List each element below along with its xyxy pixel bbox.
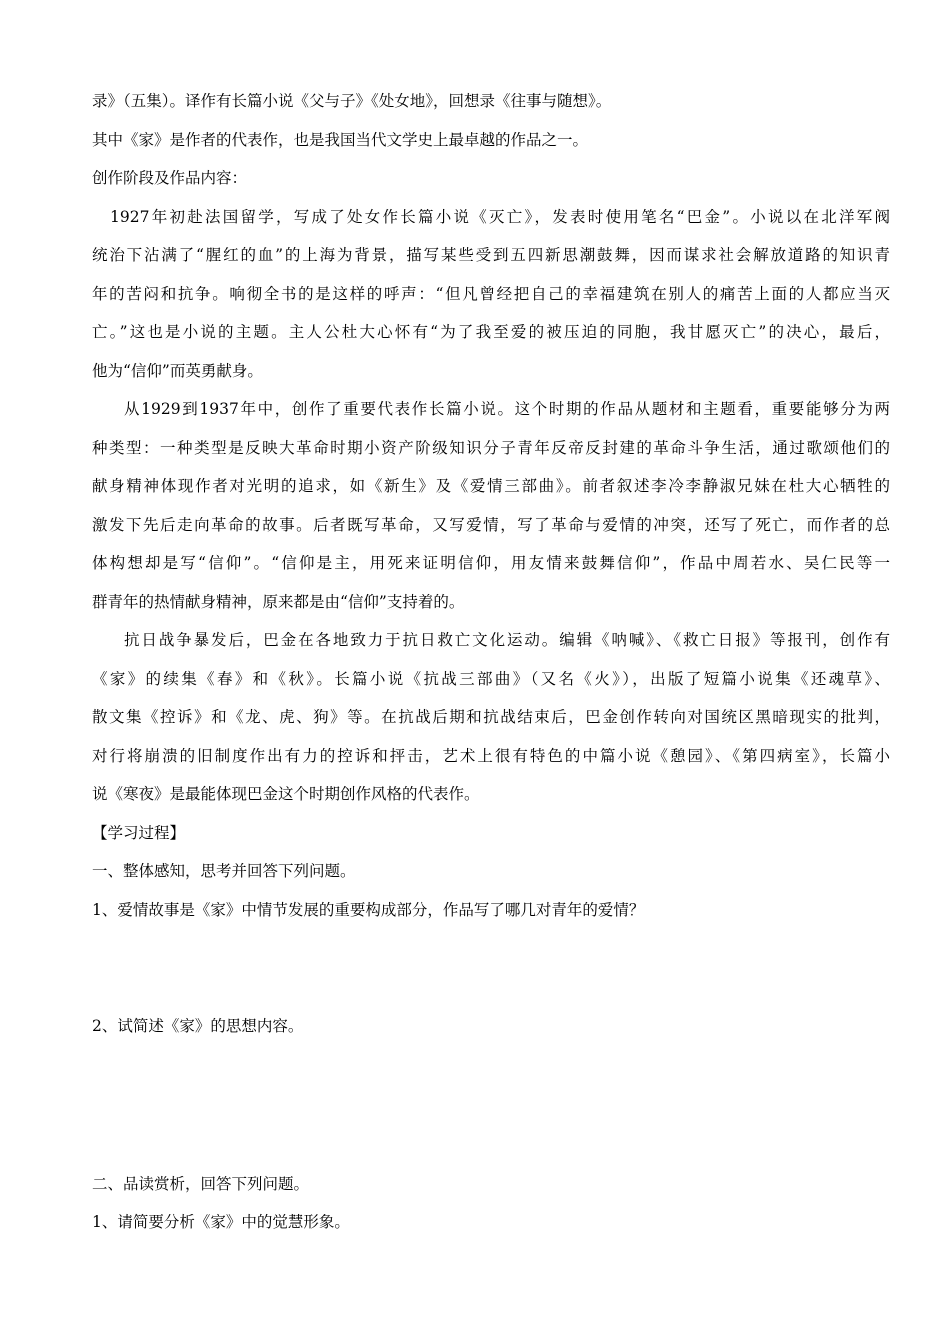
paragraph-line: 抗日战争暴发后，巴金在各地致力于抗日救亡文化运动。编辑《呐喊》、《救亡日报》等报刊，创作有	[124, 631, 890, 649]
paragraph-line: 激发下先后走向革命的故事。后者既写革命，又写爱情，写了革命与爱情的冲突，还写了死亡，而作者的总	[92, 516, 890, 534]
paragraph-line: 散文集《控诉》和《龙、虎、狗》等。在抗战后期和抗战结束后，巴金创作转向对国统区黑暗现实的批判，	[92, 708, 890, 726]
paragraph-line: 说《寒夜》是最能体现巴金这个时期创作风格的代表作。	[92, 785, 480, 803]
paragraph-line: 体构想却是写“信仰”。“信仰是主，用死来证明信仰，用友情来鼓舞信仰”，作品中周若水、吴仁民等一	[92, 554, 890, 572]
question: 1、爱情故事是《家》中情节发展的重要构成部分，作品写了哪几对青年的爱情？	[92, 901, 645, 919]
paragraph-line: 献身精神体现作者对光明的追求，如《新生》及《爱情三部曲》。前者叙述李冷李静淑兄妹在杜大心牺牲的	[92, 477, 890, 495]
intro-line: 其中《家》是作者的代表作，也是我国当代文学史上最卓越的作品之一。	[92, 131, 589, 149]
study-heading: 【学习过程】	[92, 824, 186, 842]
paragraph-line: 统治下沾满了“腥红的血”的上海为背景，描写某些受到五四新思潮鼓舞，因而谋求社会解放道路的知识青	[92, 246, 890, 264]
paragraph-line: 年的苦闷和抗争。响彻全书的是这样的呼声：“但凡曾经把自己的幸福建筑在别人的痛苦上面的人都应当灭	[92, 285, 890, 303]
paragraph-line: 1927年初赴法国留学，写成了处女作长篇小说《灭亡》，发表时使用笔名“巴金”。小说以在北洋军阀	[110, 208, 890, 226]
section-heading: 一、整体感知，思考并回答下列问题。	[92, 862, 356, 880]
paragraph-line: 亡。”这也是小说的主题。主人公杜大心怀有“为了我至爱的被压迫的同胞，我甘愿灭亡”的决心，最后，	[92, 323, 890, 341]
paragraph-line: 他为“信仰”而英勇献身。	[92, 362, 263, 380]
section-label: 创作阶段及作品内容：	[92, 169, 248, 187]
paragraph-line: 对行将崩溃的旧制度作出有力的控诉和抨击，艺术上很有特色的中篇小说《憩园》、《第四病室》，长篇小	[92, 747, 890, 765]
section-heading: 二、品读赏析，回答下列问题。	[92, 1175, 310, 1193]
intro-line: 录》（五集）。译作有长篇小说《父与子》《处女地》，回想录《往事与随想》。	[92, 92, 612, 110]
paragraph-line: 《家》的续集《春》和《秋》。长篇小说《抗战三部曲》（又名《火》），出版了短篇小说集《还魂草》、	[92, 670, 890, 688]
question: 2、试简述《家》的思想内容。	[92, 1017, 304, 1035]
paragraph-line: 种类型：一种类型是反映大革命时期小资产阶级知识分子青年反帝反封建的革命斗争生活，通过歌颂他们的	[92, 439, 890, 457]
question: 1、请简要分析《家》中的觉慧形象。	[92, 1213, 350, 1231]
paragraph-line: 群青年的热情献身精神，原来都是由“信仰”支持着的。	[92, 593, 465, 611]
paragraph-line: 从1929到1937年中，创作了重要代表作长篇小说。这个时期的作品从题材和主题看，重要能够分为两	[124, 400, 890, 418]
